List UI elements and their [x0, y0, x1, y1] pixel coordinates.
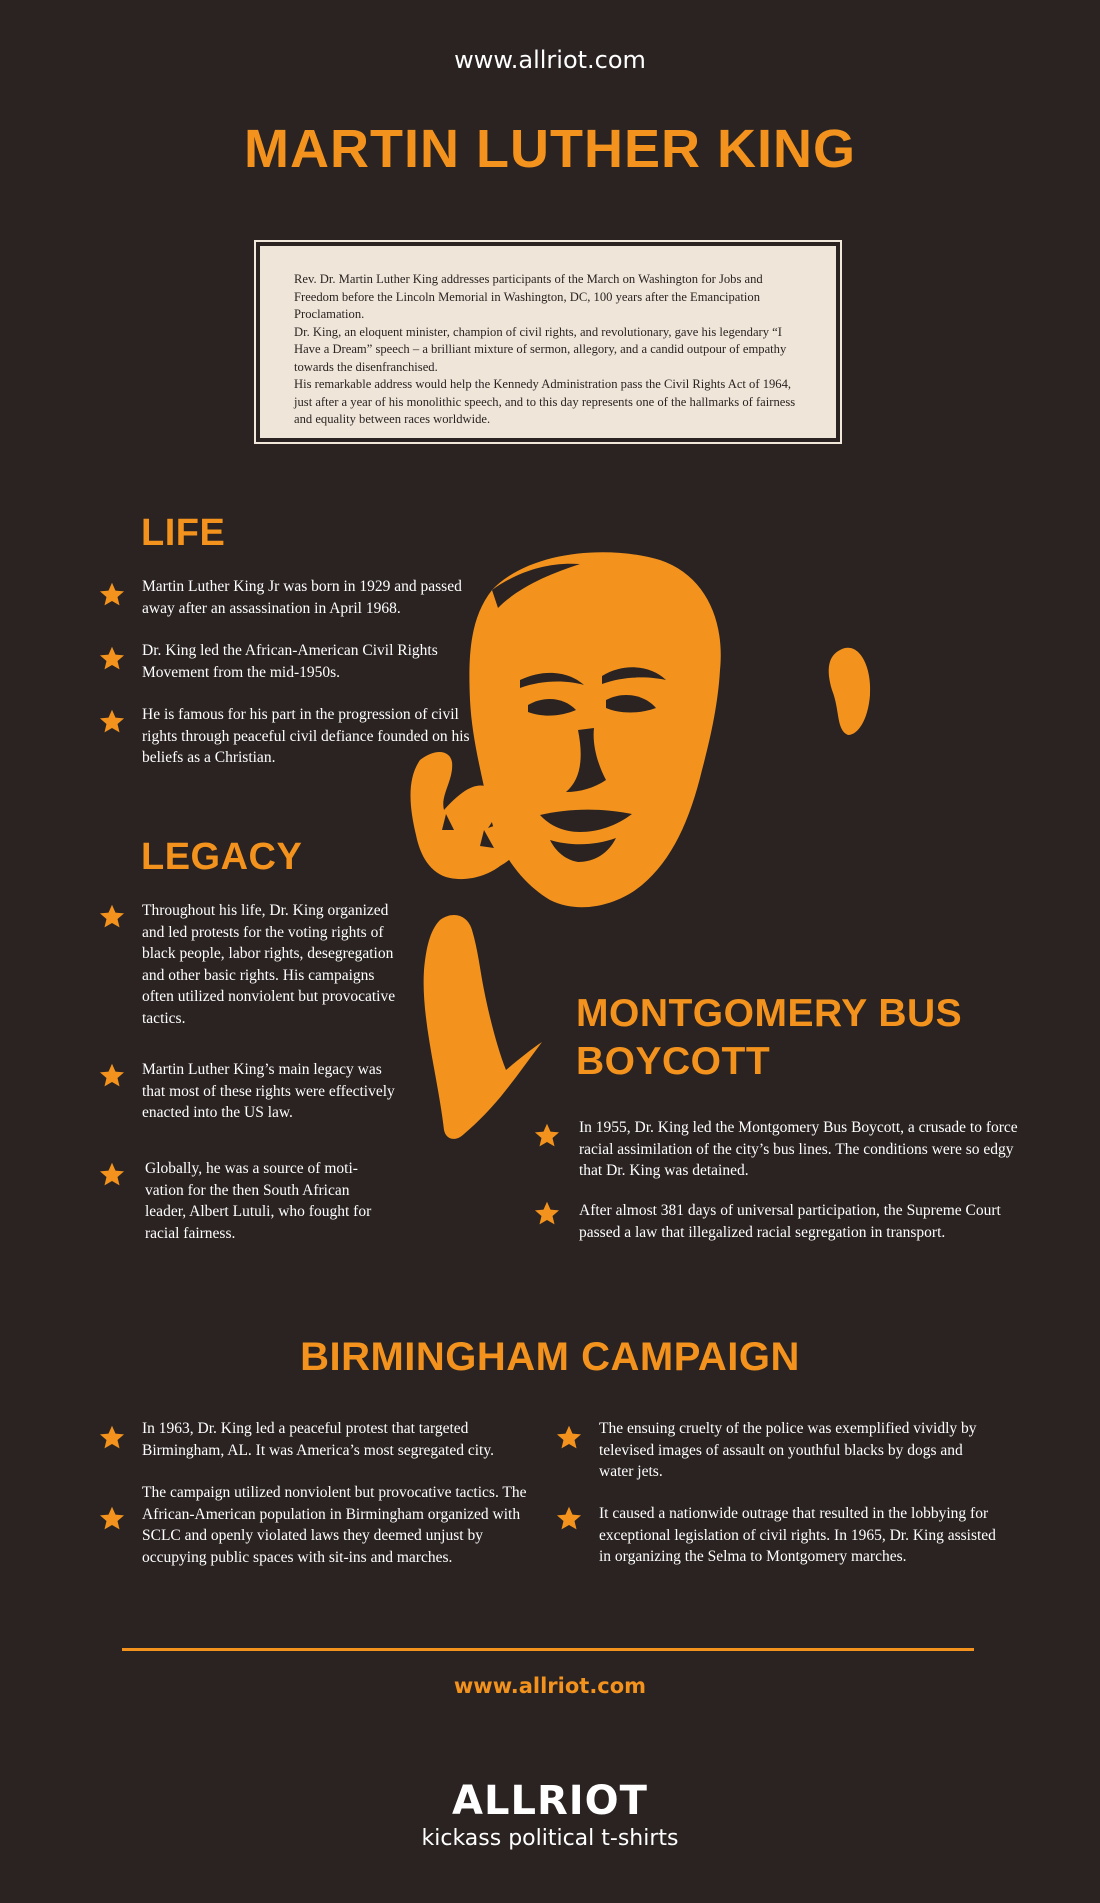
star-icon	[98, 903, 126, 930]
life-item-3: He is famous for his part in the progression of civil rights through peaceful civil defiance founded on his beliefs as a Christian.	[142, 706, 470, 766]
footer-divider	[122, 1648, 974, 1651]
montgomery-title-line-2: BOYCOTT	[576, 1040, 771, 1083]
birmingham-item-3: The ensuing cruelty of the police was exemplified vividly by televised images of assault on youthful blacks by dogs and water jets.	[599, 1420, 977, 1480]
birmingham-item-4: It caused a nationwide outrage that resulted in the lobbying for exceptional legislation of civil rights. In 1965, Dr. King assisted in organizing the Selma to Montgomery marches.	[599, 1505, 996, 1565]
footer-site-url[interactable]: www.allriot.com	[453, 1674, 647, 1698]
mlk-portrait-illustration	[380, 530, 900, 1210]
star-icon	[555, 1424, 583, 1451]
intro-paragraph-3: His remarkable address would help the Kennedy Administration pass the Civil Rights Act of 1964, just after a year of his monolithic speech, and to this day represents one of the hallmarks of fairness and equality between races worldwide.	[294, 377, 796, 426]
intro-paragraph-2: Dr. King, an eloquent minister, champion of civil rights, and revolutionary, gave his legendary “I Have a Dream” speech – a brilliant mixture of sermon, allegory, and a candid outpour of empathy towards the disenfranchised.	[294, 324, 787, 374]
intro-text	[260, 246, 836, 438]
life-item-1: Martin Luther King Jr was born in 1929 and passed away after an assassination in April 1968.	[142, 578, 462, 617]
star-icon	[98, 1062, 126, 1089]
star-icon	[98, 581, 126, 608]
star-icon	[98, 645, 126, 672]
star-icon	[98, 1505, 126, 1532]
legacy-item-3: Globally, he was a source of moti-vation for the then South African leader, Albert Lutuli, who fought for racial fairness.	[145, 1160, 372, 1242]
page-title: MARTIN LUTHER KING	[244, 119, 856, 179]
legacy-item-2: Martin Luther King’s main legacy was that most of these rights were effectively enacted into the US law.	[142, 1061, 395, 1121]
birmingham-item-2: The campaign utilized nonviolent but provocative tactics. The African-American population in Birmingham organized with SCLC and openly violated laws they deemed unjust by occupying public spaces with sit-ins and marches.	[142, 1484, 527, 1566]
montgomery-item-1: In 1955, Dr. King led the Montgomery Bus Boycott, a crusade to force racial assimilation of the city’s bus lines. The conditions were so edgy that Dr. King was detained.	[579, 1119, 1018, 1179]
legacy-title: LEGACY	[141, 836, 303, 878]
star-icon	[555, 1505, 583, 1532]
star-icon	[98, 708, 126, 735]
header-site-url[interactable]: www.allriot.com	[454, 46, 646, 74]
star-icon	[98, 1424, 126, 1451]
montgomery-title-line-1: MONTGOMERY BUS	[576, 992, 963, 1035]
brand-logo-text: ALLRIOT	[452, 1778, 648, 1824]
legacy-item-1: Throughout his life, Dr. King organized and led protests for the voting rights of black people, labor rights, desegregation and other basic rights. His campaigns often utilized nonviolent but provocative tactics.	[142, 902, 396, 1027]
life-item-2: Dr. King led the African-American Civil Rights Movement from the mid-1950s.	[142, 642, 438, 681]
life-title: LIFE	[141, 512, 226, 554]
montgomery-item-2: After almost 381 days of universal participation, the Supreme Court passed a law that illegalized racial segregation in transport.	[579, 1202, 1001, 1241]
birmingham-title: BIRMINGHAM CAMPAIGN	[300, 1335, 800, 1379]
montgomery-title	[576, 990, 962, 1086]
star-icon	[533, 1122, 561, 1149]
star-icon	[533, 1200, 561, 1227]
birmingham-item-1: In 1963, Dr. King led a peaceful protest that targeted Birmingham, AL. It was America’s most segregated city.	[142, 1420, 494, 1459]
star-icon	[98, 1161, 126, 1188]
brand-tagline: kickass political t-shirts	[421, 1826, 679, 1851]
intro-paragraph-1: Rev. Dr. Martin Luther King addresses participants of the March on Washington for Jobs and Freedom before the Lincoln Memorial in Washington, DC, 100 years after the Emancipation Proclamation.	[294, 272, 763, 321]
intro-box	[254, 240, 842, 444]
